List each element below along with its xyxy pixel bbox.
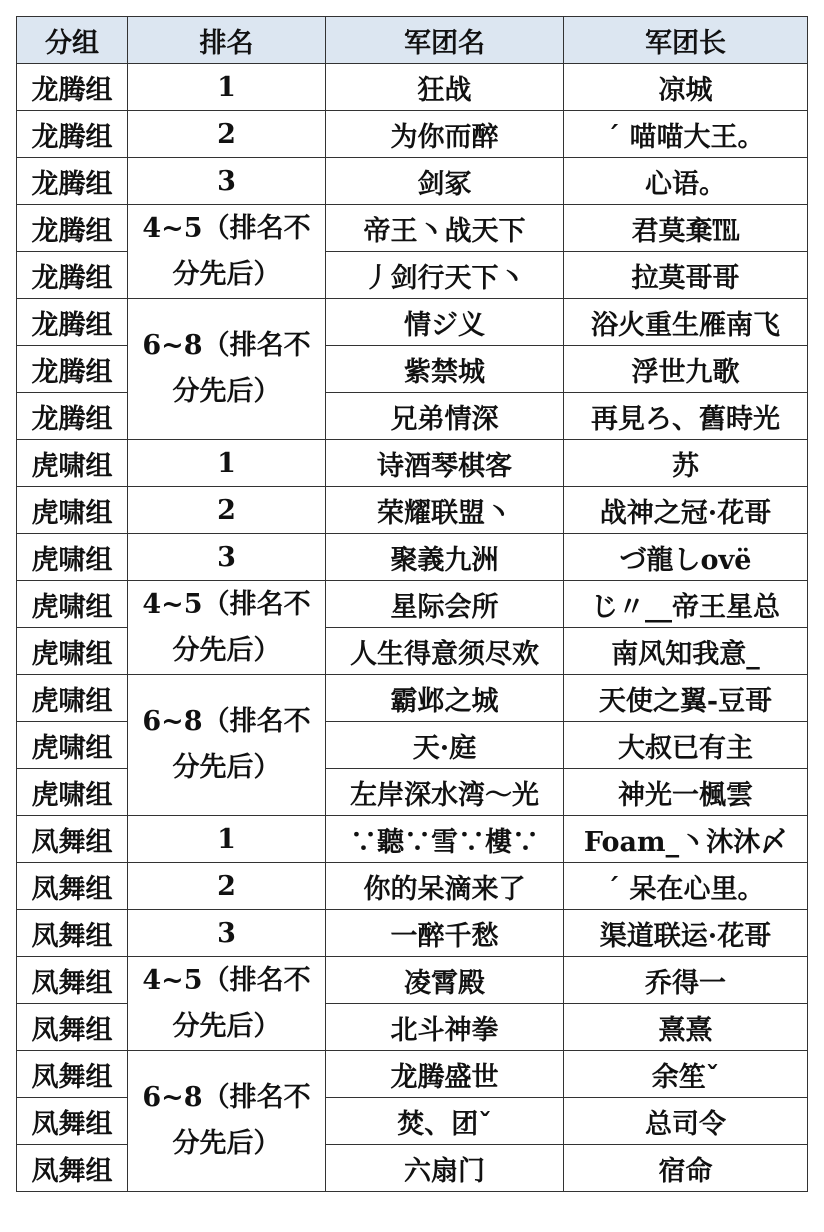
- cell-group: 凤舞组: [17, 816, 128, 863]
- cell-legion-leader: じ〃__帝王星总: [564, 581, 808, 628]
- cell-rank: 4~5（排名不分先后）: [128, 205, 326, 299]
- cell-legion-leader: 拉莫哥哥: [564, 252, 808, 299]
- legion-ranking-table: [16, 16, 808, 1192]
- cell-rank: 2: [128, 111, 326, 158]
- cell-legion-name: 为你而醉: [326, 111, 564, 158]
- table-row: [17, 158, 808, 205]
- cell-legion-name: 剑冢: [326, 158, 564, 205]
- cell-group: 虎啸组: [17, 722, 128, 769]
- cell-group: 凤舞组: [17, 957, 128, 1004]
- cell-group: 虎啸组: [17, 487, 128, 534]
- cell-group: 凤舞组: [17, 910, 128, 957]
- table-row: [17, 957, 808, 1004]
- cell-group: 虎啸组: [17, 769, 128, 816]
- cell-legion-name: 荣耀联盟丶: [326, 487, 564, 534]
- cell-legion-leader: Foam_丶沐沐〆: [564, 816, 808, 863]
- table-row: [17, 816, 808, 863]
- cell-rank: 1: [128, 440, 326, 487]
- cell-group: 龙腾组: [17, 64, 128, 111]
- cell-group: 虎啸组: [17, 581, 128, 628]
- cell-legion-leader: 大叔已有主: [564, 722, 808, 769]
- cell-legion-name: 霸邺之城: [326, 675, 564, 722]
- cell-legion-leader: 乔得一: [564, 957, 808, 1004]
- cell-legion-leader: 天使之翼-豆哥: [564, 675, 808, 722]
- cell-rank: 2: [128, 863, 326, 910]
- cell-legion-leader: 浴火重生雁南飞: [564, 299, 808, 346]
- header-legion-name: 军团名: [326, 17, 564, 64]
- header-rank: 排名: [128, 17, 326, 64]
- cell-group: 龙腾组: [17, 158, 128, 205]
- cell-rank: 2: [128, 487, 326, 534]
- cell-legion-name: 人生得意须尽欢: [326, 628, 564, 675]
- cell-group: 龙腾组: [17, 346, 128, 393]
- cell-legion-name: 一醉千愁: [326, 910, 564, 957]
- cell-legion-name: 情ジ义: [326, 299, 564, 346]
- cell-legion-name: 你的呆滴来了: [326, 863, 564, 910]
- cell-rank: 3: [128, 158, 326, 205]
- cell-legion-name: 紫禁城: [326, 346, 564, 393]
- cell-legion-leader: ˊ 呆在心里。: [564, 863, 808, 910]
- cell-legion-name: 丿剑行天下丶: [326, 252, 564, 299]
- cell-rank: 4~5（排名不分先后）: [128, 957, 326, 1051]
- table-row: [17, 111, 808, 158]
- cell-group: 凤舞组: [17, 1145, 128, 1192]
- cell-legion-leader: 熹熹: [564, 1004, 808, 1051]
- cell-legion-name: 六扇门: [326, 1145, 564, 1192]
- cell-legion-leader: 战神之冠·花哥: [564, 487, 808, 534]
- table-row: [17, 205, 808, 252]
- header-group: 分组: [17, 17, 128, 64]
- cell-legion-leader: 再見ろ、舊時光: [564, 393, 808, 440]
- cell-rank: 4~5（排名不分先后）: [128, 581, 326, 675]
- cell-rank: 6~8（排名不分先后）: [128, 675, 326, 816]
- cell-legion-name: 天·庭: [326, 722, 564, 769]
- cell-group: 凤舞组: [17, 1051, 128, 1098]
- cell-group: 虎啸组: [17, 628, 128, 675]
- cell-legion-name: 凌霄殿: [326, 957, 564, 1004]
- table-row: [17, 299, 808, 346]
- cell-rank: 1: [128, 64, 326, 111]
- table-row: [17, 910, 808, 957]
- cell-legion-name: 左岸深水湾～光: [326, 769, 564, 816]
- cell-legion-leader: 神光一楓雲: [564, 769, 808, 816]
- cell-legion-leader: 余笙ˇ: [564, 1051, 808, 1098]
- cell-group: 凤舞组: [17, 1098, 128, 1145]
- cell-legion-leader: 苏: [564, 440, 808, 487]
- cell-legion-name: 焚、团ˇ: [326, 1098, 564, 1145]
- ranking-table-container: [16, 16, 808, 1192]
- cell-rank: 3: [128, 910, 326, 957]
- cell-group: 凤舞组: [17, 863, 128, 910]
- table-row: [17, 1051, 808, 1098]
- cell-legion-leader: 君莫棄℡: [564, 205, 808, 252]
- table-row: [17, 675, 808, 722]
- cell-legion-name: 兄弟情深: [326, 393, 564, 440]
- cell-group: 龙腾组: [17, 393, 128, 440]
- cell-legion-leader: ˊ 喵喵大王。: [564, 111, 808, 158]
- cell-legion-name: 狂战: [326, 64, 564, 111]
- cell-legion-name: 龙腾盛世: [326, 1051, 564, 1098]
- table-body: [17, 64, 808, 1192]
- cell-group: 龙腾组: [17, 111, 128, 158]
- cell-legion-leader: 浮世九歌: [564, 346, 808, 393]
- table-row: [17, 487, 808, 534]
- table-row: [17, 534, 808, 581]
- cell-legion-name: 星际会所: [326, 581, 564, 628]
- cell-group: 虎啸组: [17, 534, 128, 581]
- cell-legion-leader: 渠道联运·花哥: [564, 910, 808, 957]
- cell-legion-leader: 凉城: [564, 64, 808, 111]
- header-legion-leader: 军团长: [564, 17, 808, 64]
- header-row: [17, 17, 808, 64]
- cell-legion-leader: 南风知我意_: [564, 628, 808, 675]
- cell-rank: 6~8（排名不分先后）: [128, 299, 326, 440]
- cell-legion-name: ∵聽∵雪∵樓∵: [326, 816, 564, 863]
- table-row: [17, 440, 808, 487]
- cell-legion-leader: 心语。: [564, 158, 808, 205]
- cell-group: 龙腾组: [17, 299, 128, 346]
- cell-legion-name: 诗酒琴棋客: [326, 440, 564, 487]
- cell-group: 龙腾组: [17, 252, 128, 299]
- table-row: [17, 64, 808, 111]
- table-row: [17, 863, 808, 910]
- cell-rank: 6~8（排名不分先后）: [128, 1051, 326, 1192]
- cell-legion-leader: 总司令: [564, 1098, 808, 1145]
- table-row: [17, 581, 808, 628]
- cell-legion-leader: 宿命: [564, 1145, 808, 1192]
- cell-group: 凤舞组: [17, 1004, 128, 1051]
- cell-legion-leader: づ龍しovё: [564, 534, 808, 581]
- cell-group: 虎啸组: [17, 440, 128, 487]
- cell-legion-name: 帝王丶战天下: [326, 205, 564, 252]
- cell-rank: 1: [128, 816, 326, 863]
- cell-rank: 3: [128, 534, 326, 581]
- cell-group: 虎啸组: [17, 675, 128, 722]
- cell-group: 龙腾组: [17, 205, 128, 252]
- cell-legion-name: 北斗神拳: [326, 1004, 564, 1051]
- cell-legion-name: 聚義九洲: [326, 534, 564, 581]
